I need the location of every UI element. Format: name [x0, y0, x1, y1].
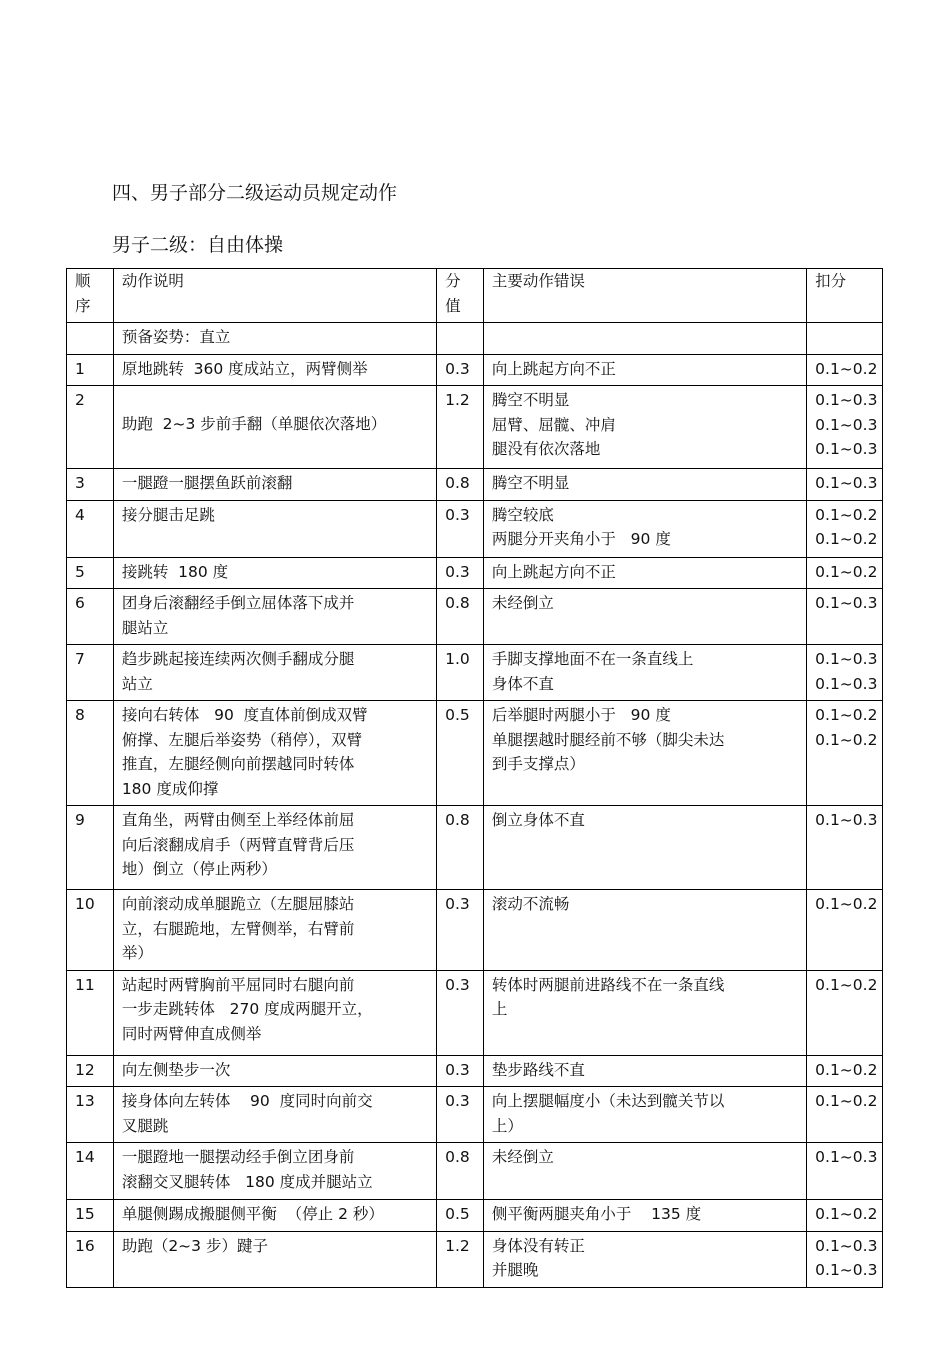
row-errors [483, 701, 806, 806]
row-errors [483, 469, 806, 501]
row-description [113, 1143, 436, 1200]
row-description [113, 1200, 436, 1232]
row-order: 1 [67, 354, 114, 386]
row-deduction-line: 0.1~0.2 [815, 706, 878, 724]
row-description-line: 一步走跳转体 270 度成两腿开立， [121, 1000, 373, 1018]
row-description-line: 腿站立 [121, 618, 169, 637]
row-description [113, 1055, 436, 1087]
row-deduction-line: 0.1~0.3 [815, 415, 878, 434]
row-deduction-line: 0.1~0.2 [815, 975, 878, 994]
row-errors-line: 上） [491, 1116, 523, 1135]
row-deduction [807, 1143, 883, 1200]
row-deduction [807, 557, 883, 589]
row-score: 0.3 [437, 970, 484, 1055]
row-score: 0.3 [437, 557, 484, 589]
row-deduction-line: 0.1~0.3 [815, 594, 878, 612]
row-errors-line: 向上跳起方向不正 [491, 562, 616, 581]
row-description [113, 701, 436, 806]
table-row [67, 354, 883, 386]
row-errors [483, 557, 806, 589]
row-description-line: 接分腿击足跳 [121, 505, 215, 524]
row-deduction [807, 1055, 883, 1087]
row-deduction-line: 0.1~0.3 [815, 1236, 878, 1255]
row-description-line: 单腿侧踢成搬腿侧平衡 （停止 2 秒） [121, 1205, 384, 1223]
row-deduction [807, 890, 883, 971]
row-errors [483, 806, 806, 890]
row-score: 0.3 [437, 890, 484, 971]
row-description-line: 叉腿跳 [121, 1116, 169, 1135]
row-deduction-line: 0.1~0.3 [815, 1148, 878, 1166]
prep-text: 预备姿势：直立 [113, 323, 436, 355]
row-description-line: 同时两臂伸直成侧举 [121, 1024, 262, 1043]
row-errors [483, 1200, 806, 1232]
row-errors-line: 到手支撑点） [491, 755, 585, 773]
row-deduction [807, 970, 883, 1055]
row-deduction-line: 0.1~0.3 [815, 474, 878, 492]
row-deduction-line: 0.1~0.2 [815, 1060, 878, 1079]
row-deduction [807, 386, 883, 469]
table-row [67, 970, 883, 1055]
row-order: 9 [67, 806, 114, 890]
row-score: 0.3 [437, 1087, 484, 1143]
row-errors-line: 未经倒立 [491, 594, 554, 612]
row-deduction-line: 0.1~0.2 [815, 359, 878, 378]
table-row [67, 1231, 883, 1287]
row-errors-line: 身体不直 [491, 674, 554, 693]
row-deduction [807, 589, 883, 645]
row-deduction-line: 0.1~0.2 [815, 1092, 878, 1110]
row-description-line: 举） [121, 944, 153, 962]
header-errors: 主要动作错误 [483, 269, 806, 323]
section-heading: 四、男子部分二级运动员规定动作 [112, 182, 398, 204]
row-errors-line: 并腿晚 [491, 1261, 539, 1279]
row-deduction-line: 0.1~0.3 [815, 440, 878, 458]
row-score: 0.8 [437, 1143, 484, 1200]
row-description-line: 向后滚翻成肩手（两臂直臂背后压 [121, 835, 355, 854]
row-errors-line: 未经倒立 [491, 1148, 554, 1166]
row-errors-line: 两腿分开夹角小于 90 度 [491, 530, 671, 548]
row-deduction-line: 0.1~0.2 [815, 530, 878, 548]
row-deduction [807, 806, 883, 890]
row-errors [483, 589, 806, 645]
row-score: 0.8 [437, 469, 484, 501]
row-description-line: 地）倒立（停止两秒） [121, 860, 277, 878]
row-description-line: 接身体向左转体 90 度同时向前交 [121, 1092, 373, 1110]
row-order: 4 [67, 500, 114, 557]
row-deduction-line: 0.1~0.2 [815, 1205, 878, 1223]
row-errors [483, 386, 806, 469]
row-order: 14 [67, 1143, 114, 1200]
row-description-line: 接跳转 180 度 [121, 562, 229, 581]
row-description-line: 一腿蹬地一腿摆动经手倒立团身前 [121, 1148, 355, 1166]
row-description-line: 滚翻交叉腿转体 180 度成并腿站立 [121, 1172, 373, 1191]
table-row [67, 645, 883, 701]
row-errors-line: 腾空不明显 [491, 474, 570, 492]
row-errors [483, 890, 806, 971]
row-errors-line: 屈臂、屈髋、冲肩 [491, 415, 616, 434]
table-row [67, 500, 883, 557]
row-order: 16 [67, 1231, 114, 1287]
row-description [113, 557, 436, 589]
row-errors [483, 1055, 806, 1087]
row-description-line: 原地跳转 360 度成站立，两臂侧举 [121, 359, 368, 378]
table-row [67, 890, 883, 971]
row-order: 13 [67, 1087, 114, 1143]
row-score: 1.2 [437, 386, 484, 469]
row-errors-line: 上 [491, 1000, 508, 1018]
row-errors [483, 1087, 806, 1143]
row-errors [483, 354, 806, 386]
header-deduction: 扣分 [807, 269, 883, 323]
row-errors-line: 滚动不流畅 [491, 895, 570, 913]
section-subheading: 男子二级：自由体操 [112, 234, 284, 256]
row-score: 0.3 [437, 354, 484, 386]
row-description-line: 接向右转体 90 度直体前倒成双臂 [121, 706, 368, 724]
row-errors-line: 单腿摆越时腿经前不够（脚尖未达 [491, 730, 725, 749]
row-order: 5 [67, 557, 114, 589]
row-errors-line: 倒立身体不直 [491, 811, 585, 829]
row-deduction [807, 500, 883, 557]
row-errors [483, 645, 806, 701]
row-score: 0.5 [437, 1200, 484, 1232]
prep-row [67, 323, 883, 355]
row-order: 2 [67, 386, 114, 469]
row-order: 15 [67, 1200, 114, 1232]
table-row [67, 386, 883, 469]
table-row [67, 469, 883, 501]
row-errors-line: 腾空不明显 [491, 391, 570, 409]
row-description-line: 直角坐，两臂由侧至上举经体前屈 [121, 811, 355, 829]
row-description-line: 趋步跳起接连续两次侧手翻成分腿 [121, 650, 355, 668]
table-row [67, 589, 883, 645]
row-order: 6 [67, 589, 114, 645]
row-score: 0.3 [437, 500, 484, 557]
row-deduction-line: 0.1~0.3 [815, 1261, 878, 1279]
header-score: 分值 [437, 269, 484, 323]
row-description [113, 1087, 436, 1143]
row-description-line: 向左侧垫步一次 [121, 1060, 231, 1079]
row-score: 0.3 [437, 1055, 484, 1087]
row-description [113, 589, 436, 645]
row-order: 11 [67, 970, 114, 1055]
table-row [67, 806, 883, 890]
row-score: 1.2 [437, 1231, 484, 1287]
table-row [67, 557, 883, 589]
row-deduction-line: 0.1~0.3 [815, 674, 878, 693]
row-deduction-line: 0.1~0.2 [815, 505, 878, 524]
row-errors-line: 后举腿时两腿小于 90 度 [491, 706, 671, 724]
routine-table [66, 268, 883, 1288]
row-deduction [807, 469, 883, 501]
table-header-row [67, 269, 883, 323]
header-description: 动作说明 [113, 269, 436, 323]
row-deduction-line: 0.1~0.3 [815, 391, 878, 409]
row-description-line: 一腿蹬一腿摆鱼跃前滚翻 [121, 474, 293, 492]
row-description-line: 推直，左腿经侧向前摆越同时转体 [121, 755, 355, 773]
row-deduction [807, 645, 883, 701]
row-description-line: 站立 [121, 674, 153, 693]
table-row [67, 1055, 883, 1087]
table-row [67, 1087, 883, 1143]
table-row [67, 1200, 883, 1232]
row-errors [483, 500, 806, 557]
row-order: 10 [67, 890, 114, 971]
row-description-line: 助跑（2~3 步）踺子 [121, 1236, 268, 1255]
row-description [113, 386, 436, 469]
row-deduction [807, 701, 883, 806]
row-errors-line: 腿没有依次落地 [491, 440, 601, 458]
row-description [113, 806, 436, 890]
row-order: 3 [67, 469, 114, 501]
row-deduction [807, 1087, 883, 1143]
row-description [113, 645, 436, 701]
row-errors [483, 970, 806, 1055]
row-description [113, 469, 436, 501]
row-errors-line: 侧平衡两腿夹角小于 135 度 [491, 1205, 702, 1223]
row-errors [483, 1231, 806, 1287]
row-description-line: 俯撑、左腿后举姿势（稍停），双臂 [121, 730, 363, 749]
row-errors-line: 垫步路线不直 [491, 1060, 585, 1079]
row-description-line: 团身后滚翻经手倒立屈体落下成并 [121, 594, 355, 612]
row-description-line: 助跑 2~3 步前手翻（单腿依次落地） [121, 415, 387, 433]
row-score: 0.5 [437, 701, 484, 806]
row-order: 8 [67, 701, 114, 806]
row-errors-line: 手脚支撑地面不在一条直线上 [491, 650, 694, 668]
table-row [67, 1143, 883, 1200]
row-errors-line: 腾空较底 [491, 505, 554, 524]
row-description [113, 354, 436, 386]
row-deduction-line: 0.1~0.2 [815, 895, 878, 913]
row-errors-line: 向上摆腿幅度小（未达到髋关节以 [491, 1092, 725, 1110]
row-description-line: 180 度成仰撑 [121, 779, 219, 798]
row-errors-line: 身体没有转正 [491, 1236, 585, 1255]
row-deduction [807, 1231, 883, 1287]
table-row [67, 701, 883, 806]
row-description [113, 970, 436, 1055]
row-description-line: 站起时两臂胸前平屈同时右腿向前 [121, 975, 355, 994]
row-deduction-line: 0.1~0.3 [815, 650, 878, 668]
row-errors-line: 向上跳起方向不正 [491, 359, 616, 378]
row-deduction-line: 0.1~0.3 [815, 811, 878, 829]
row-score: 0.8 [437, 589, 484, 645]
header-order: 顺序 [67, 269, 114, 323]
row-score: 1.0 [437, 645, 484, 701]
row-description-line: 立，右腿跪地，左臂侧举，右臂前 [121, 919, 355, 938]
row-errors-line: 转体时两腿前进路线不在一条直线 [491, 975, 725, 994]
row-deduction-line: 0.1~0.2 [815, 730, 878, 749]
row-description [113, 890, 436, 971]
row-score: 0.8 [437, 806, 484, 890]
row-deduction [807, 354, 883, 386]
row-description [113, 500, 436, 557]
row-deduction [807, 1200, 883, 1232]
row-errors [483, 1143, 806, 1200]
row-description-line: 向前滚动成单腿跪立（左腿屈膝站 [121, 895, 355, 913]
row-order: 7 [67, 645, 114, 701]
row-order: 12 [67, 1055, 114, 1087]
row-deduction-line: 0.1~0.2 [815, 562, 878, 581]
row-description [113, 1231, 436, 1287]
